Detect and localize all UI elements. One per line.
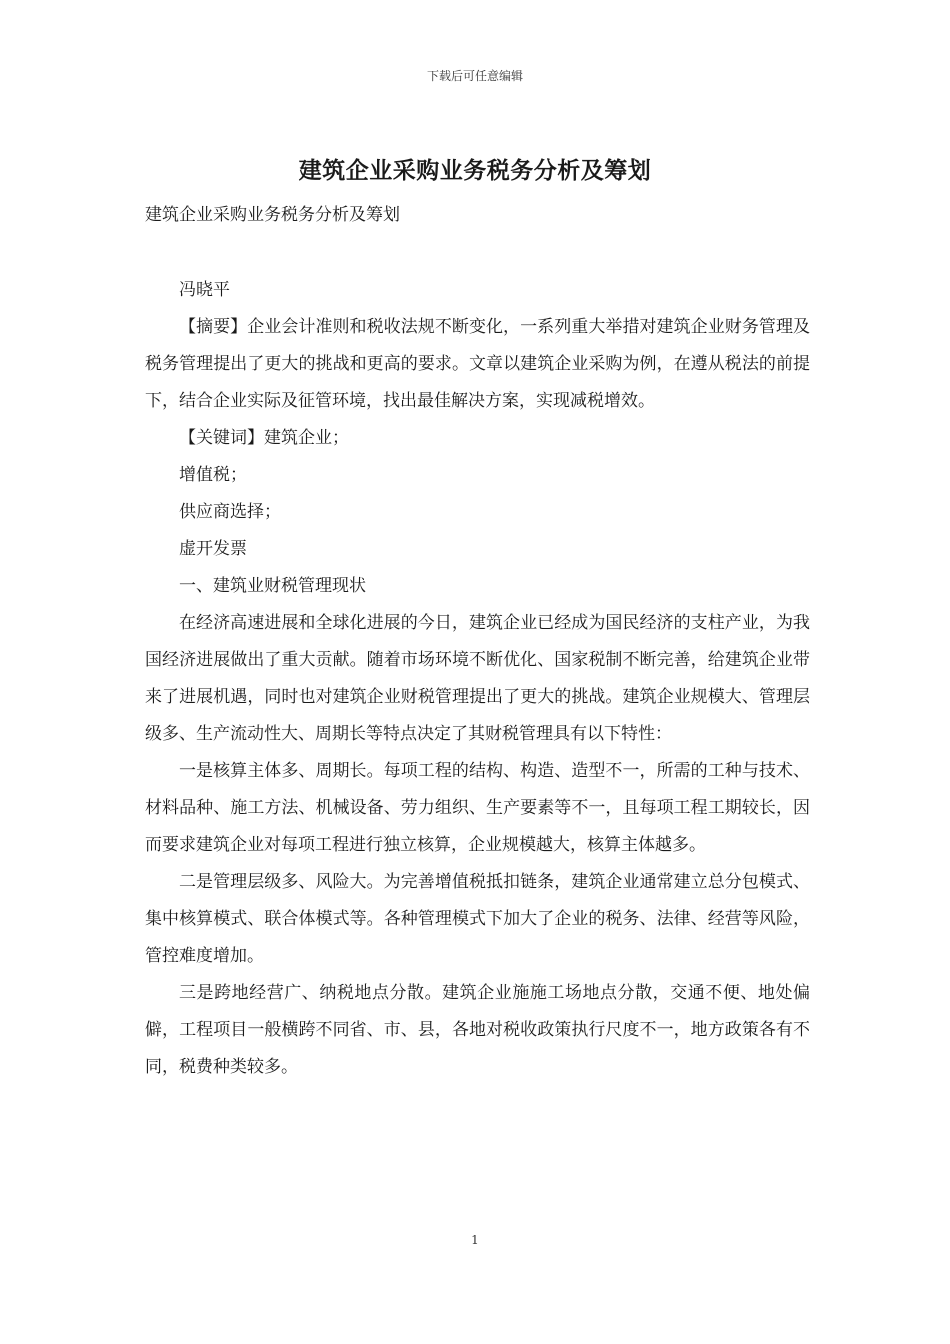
- paragraph: 二是管理层级多、风险大。为完善增值税抵扣链条，建筑企业通常建立总分包模式、集中核算模式、联合体模式等。各种管理模式下加大了企业的税务、法律、经营等风险，管控难度增加。: [145, 872, 810, 966]
- keyword-2: 增值税；: [179, 465, 247, 485]
- keyword-3: 供应商选择；: [179, 502, 281, 522]
- paragraph: 三是跨地经营广、纳税地点分散。建筑企业施施工场地点分散，交通不便、地处偏僻，工程项目一般横跨不同省、市、县，各地对税收政策执行尺度不一，地方政策各有不同，税费种类较多。: [145, 983, 810, 1077]
- page-number: 1: [471, 1233, 479, 1247]
- abstract: 【摘要】企业会计准则和税收法规不断变化，一系列重大举措对建筑企业财务管理及税务管理提出了更大的挑战和更高的要求。文章以建筑企业采购为例，在遵从税法的前提下，结合企业实际及征管环境，找出最佳解决方案，实现减税增效。: [145, 317, 810, 411]
- document-title: 建筑企业采购业务税务分析及筹划: [298, 157, 652, 184]
- paragraph: 在经济高速进展和全球化进展的今日，建筑企业已经成为国民经济的支柱产业，为我国经济进展做出了重大贡献。随着市场环境不断优化、国家税制不断完善，给建筑企业带来了进展机遇，同时也对建筑企业财税管理提出了更大的挑战。建筑企业规模大、管理层级多、生产流动性大、周期长等特点决定了其财税管理具有以下特性：: [145, 613, 810, 744]
- document-body: [145, 272, 810, 1086]
- section-heading: 一、建筑业财税管理现状: [179, 576, 366, 596]
- document-subtitle: 建筑企业采购业务税务分析及筹划: [145, 205, 400, 225]
- author: 冯晓平: [179, 280, 230, 300]
- keyword-1: 【关键词】建筑企业；: [179, 428, 349, 448]
- keyword-4: 虚开发票: [179, 539, 247, 559]
- paragraph: 一是核算主体多、周期长。每项工程的结构、构造、造型不一，所需的工种与技术、材料品种、施工方法、机械设备、劳力组织、生产要素等不一，且每项工程工期较长，因而要求建筑企业对每项工程进行独立核算，企业规模越大，核算主体越多。: [145, 761, 810, 855]
- page-header-note: 下载后可任意编辑: [426, 69, 523, 83]
